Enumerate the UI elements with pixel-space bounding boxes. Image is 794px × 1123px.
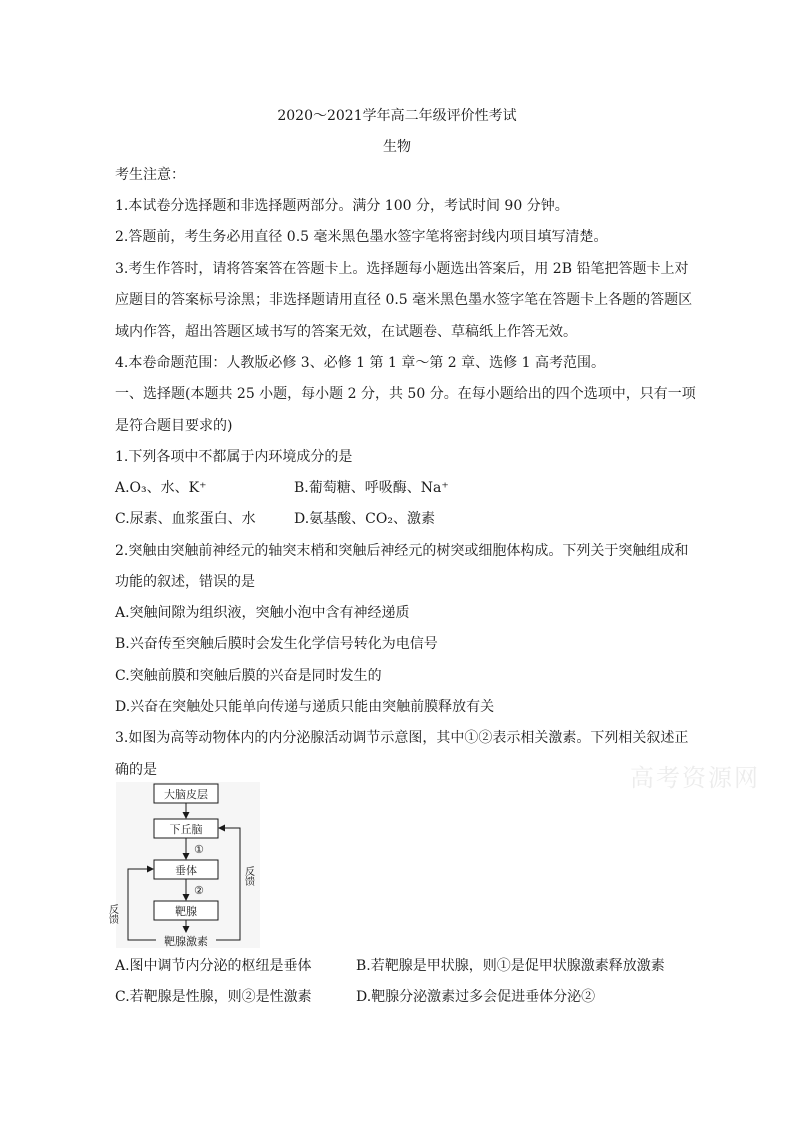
question-2-option-c: C.突触前膜和突触后膜的兴奋是同时发生的 (115, 668, 382, 684)
feedback-left-label: 反馈 (106, 904, 118, 924)
notice-item: 域内作答，超出答题区域书写的答案无效，在试题卷、草稿纸上作答无效。 (115, 324, 577, 340)
question-2-option-d: D.兴奋在突触处只能单向传递与递质只能由突触前膜释放有关 (115, 699, 495, 715)
notice-item: 应题目的答案标号涂黑；非选择题请用直径 0.5 毫米黑色墨水签字笔在答题卡上各题的答题区 (115, 292, 693, 308)
section-heading-cont: 是符合题目要求的) (115, 418, 233, 434)
question-1-option-a: A.O₃、水、K⁺ (115, 480, 207, 496)
question-3-option-a: A.图中调节内分泌的枢纽是垂体 (115, 958, 312, 974)
hormone-1-label: ① (194, 843, 204, 856)
watermark: 高考资源网 (630, 764, 760, 792)
hypothalamus-label: 下丘脑 (169, 823, 203, 836)
question-1-option-c: C.尿素、血浆蛋白、水 (115, 511, 256, 527)
cerebral-cortex-label: 大脑皮层 (164, 788, 208, 801)
notice-item: 1.本试卷分选择题和非选择题两部分。满分 100 分，考试时间 90 分钟。 (115, 198, 569, 214)
question-3-stem: 3.如图为高等动物体内的内分泌腺活动调节示意图，其中①②表示相关激素。下列相关叙述正 (115, 730, 689, 746)
question-2-option-a: A.突触间隙为组织液，突触小泡中含有神经递质 (115, 605, 410, 621)
feedback-right-label: 反馈 (242, 866, 254, 886)
exam-subject: 生物 (383, 139, 411, 155)
target-hormone-label: 靶腺激素 (164, 935, 208, 948)
endocrine-regulation-diagram (106, 782, 260, 948)
notice-item: 3.考生作答时，请将答案答在答题卡上。选择题每小题选出答案后，用 2B 铅笔把答题卡上对 (115, 261, 689, 277)
question-1-stem: 1.下列各项中不都属于内环境成分的是 (115, 449, 353, 465)
question-2-stem: 2.突触由突触前神经元的轴突末梢和突触后神经元的树突或细胞体构成。下列关于突触组成和 (115, 543, 689, 559)
question-1-option-d: D.氨基酸、CO₂、激素 (294, 511, 435, 527)
pituitary-label: 垂体 (175, 864, 197, 877)
notice-heading: 考生注意： (115, 167, 185, 183)
notice-item: 2.答题前，考生务必用直径 0.5 毫米黑色墨水签字笔将密封线内项目填写清楚。 (115, 229, 608, 245)
question-1-option-b: B.葡萄糖、呼吸酶、Na⁺ (294, 480, 449, 496)
notice-item: 4.本卷命题范围：人教版必修 3、必修 1 第 1 章～第 2 章、选修 1 高考范围。 (115, 355, 605, 371)
exam-title: 2020～2021学年高二年级评价性考试 (277, 108, 517, 124)
question-2-stem-cont: 功能的叙述，错误的是 (115, 574, 255, 590)
question-3-option-d: D.靶腺分泌激素过多会促进垂体分泌② (356, 989, 596, 1005)
hormone-2-label: ② (194, 884, 204, 897)
question-3-stem-cont: 确的是 (115, 762, 157, 778)
question-3-option-b: B.若靶腺是甲状腺，则①是促甲状腺激素释放激素 (356, 958, 665, 974)
section-heading: 一、选择题(本题共 25 小题，每小题 2 分，共 50 分。在每小题给出的四个选项中，只有一项 (115, 386, 696, 402)
question-3-option-c: C.若靶腺是性腺，则②是性激素 (115, 989, 312, 1005)
question-2-option-b: B.兴奋传至突触后膜时会发生化学信号转化为电信号 (115, 636, 438, 652)
target-gland-label: 靶腺 (175, 905, 197, 918)
